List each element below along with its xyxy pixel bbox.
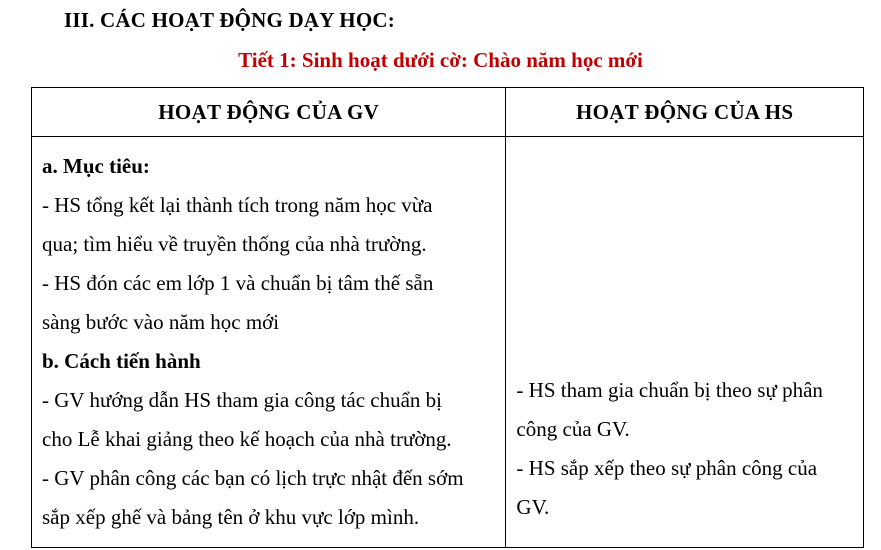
table-row <box>32 137 864 548</box>
header-student-activity: HOẠT ĐỘNG CỦA HS <box>506 88 864 137</box>
step-2-line-1: - GV phân công các bạn có lịch trực nhật đến sớm <box>42 466 464 490</box>
response-1-line-1: - HS tham gia chuẩn bị theo sự phân <box>516 378 823 402</box>
header-teacher-activity: HOẠT ĐỘNG CỦA GV <box>32 88 506 137</box>
step-1-line-1: - GV hướng dẫn HS tham gia công tác chuẩn bị <box>42 388 443 412</box>
objective-2-line-2: sàng bước vào năm học mới <box>42 310 280 334</box>
lesson-title: Tiết 1: Sinh hoạt dưới cờ: Chào năm học mới <box>238 48 643 72</box>
step-1-line-2: cho Lễ khai giảng theo kế hoạch của nhà trường. <box>42 427 452 451</box>
section-heading: III. CÁC HOẠT ĐỘNG DẠY HỌC: <box>64 8 395 32</box>
student-activity-cell <box>506 137 864 548</box>
response-1-line-2: công của GV. <box>516 417 630 441</box>
response-2-line-1: - HS sắp xếp theo sự phân công của <box>516 456 818 480</box>
response-2-line-2: GV. <box>516 495 550 519</box>
objective-2-line-1: - HS đón các em lớp 1 và chuẩn bị tâm thế sẵn <box>42 271 434 295</box>
objective-1-line-2: qua; tìm hiểu về truyền thống của nhà trường. <box>42 232 427 256</box>
step-2-line-2: sắp xếp ghế và bảng tên ở khu vực lớp mình. <box>42 505 420 529</box>
procedure-heading: b. Cách tiến hành <box>42 349 201 373</box>
objective-heading: a. Mục tiêu: <box>42 154 150 178</box>
objective-1-line-1: - HS tổng kết lại thành tích trong năm học vừa <box>42 193 433 217</box>
activity-table <box>31 87 864 548</box>
table-header-row <box>32 88 864 137</box>
teacher-activity-cell <box>32 137 506 548</box>
